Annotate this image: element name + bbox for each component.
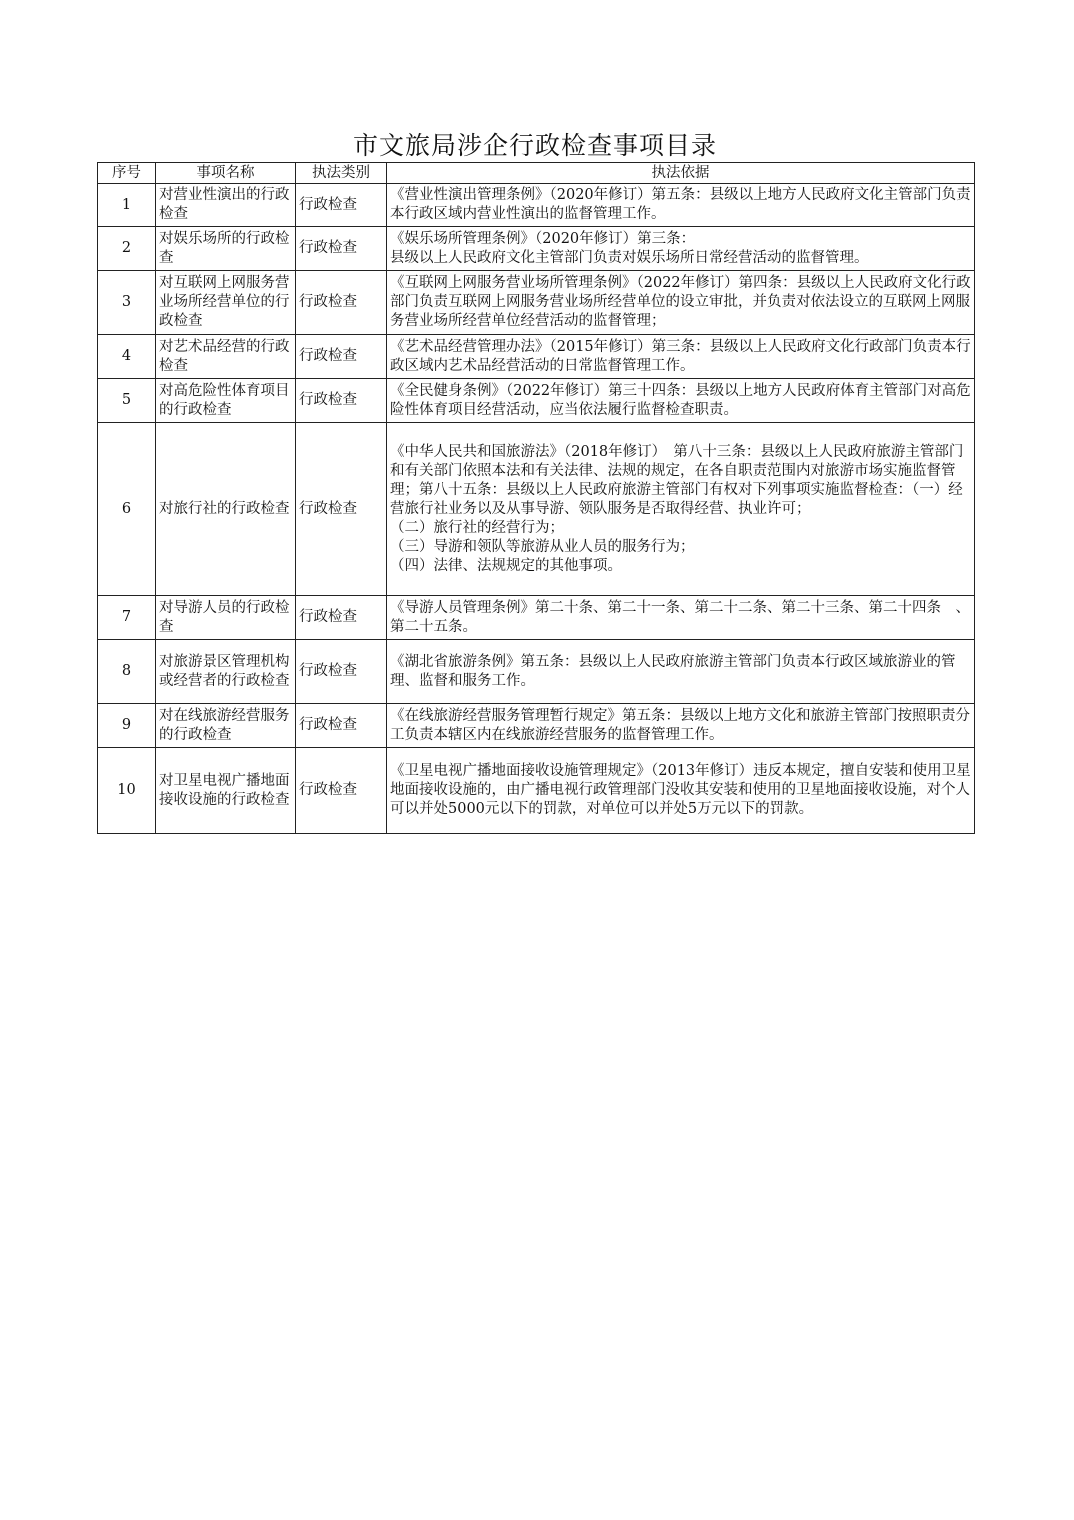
- table-row: [98, 596, 975, 640]
- row-legal-basis: 《全民健身条例》（2022年修订）第三十四条：县级以上地方人民政府体育主管部门对高危险性体育项目经营活动，应当依法履行监督检查职责。: [387, 379, 975, 423]
- row-enforcement-type: 行政检查: [296, 596, 387, 640]
- table-row: [98, 335, 975, 379]
- table-row: [98, 704, 975, 748]
- row-no: 4: [98, 335, 156, 379]
- row-enforcement-type: 行政检查: [296, 227, 387, 271]
- inspection-catalog-table: [97, 162, 975, 834]
- header-no: 序号: [98, 163, 156, 184]
- row-item-name: 对娱乐场所的行政检查: [156, 227, 296, 271]
- row-item-name: 对卫星电视广播地面接收设施的行政检查: [156, 748, 296, 834]
- row-legal-basis: 《中华人民共和国旅游法》（2018年修订） 第八十三条：县级以上人民政府旅游主管部门和有关部门依照本法和有关法律、法规的规定，在各自职责范围内对旅游市场实施监督管理；第八十五条：县级以上人民政府旅游主管部门有权对下列事项实施监督检查：（一）经营旅行社业务以及从事导游、领队服务是否取得经营、执业许可； （二）旅行社的经营行为； （三）导游和领队等旅游从业人员的服务行为； （四）法律、法规规定的其他事项。: [387, 423, 975, 596]
- table-row: [98, 748, 975, 834]
- row-legal-basis: 《在线旅游经营服务管理暂行规定》第五条：县级以上地方文化和旅游主管部门按照职责分工负责本辖区内在线旅游经营服务的监督管理工作。: [387, 704, 975, 748]
- row-enforcement-type: 行政检查: [296, 640, 387, 704]
- row-legal-basis: 《湖北省旅游条例》第五条：县级以上人民政府旅游主管部门负责本行政区域旅游业的管理、监督和服务工作。: [387, 640, 975, 704]
- row-item-name: 对艺术品经营的行政检查: [156, 335, 296, 379]
- row-no: 8: [98, 640, 156, 704]
- row-legal-basis: 《互联网上网服务营业场所管理条例》（2022年修订）第四条：县级以上人民政府文化行政部门负责互联网上网服务营业场所经营单位的设立审批，并负责对依法设立的互联网上网服务营业场所经营单位经营活动的监督管理；: [387, 271, 975, 335]
- row-legal-basis: 《营业性演出管理条例》（2020年修订）第五条：县级以上地方人民政府文化主管部门负责本行政区域内营业性演出的监督管理工作。: [387, 184, 975, 227]
- row-no: 5: [98, 379, 156, 423]
- row-no: 2: [98, 227, 156, 271]
- table-row: [98, 271, 975, 335]
- row-item-name: 对高危险性体育项目的行政检查: [156, 379, 296, 423]
- table-row: [98, 184, 975, 227]
- table-row: [98, 227, 975, 271]
- row-legal-basis: 《导游人员管理条例》第二十条、第二十一条、第二十二条、第二十三条、第二十四条 、第二十五条。: [387, 596, 975, 640]
- header-item-name: 事项名称: [156, 163, 296, 184]
- row-enforcement-type: 行政检查: [296, 271, 387, 335]
- row-item-name: 对导游人员的行政检查: [156, 596, 296, 640]
- row-item-name: 对互联网上网服务营业场所经营单位的行政检查: [156, 271, 296, 335]
- row-no: 1: [98, 184, 156, 227]
- row-item-name: 对营业性演出的行政检查: [156, 184, 296, 227]
- row-no: 10: [98, 748, 156, 834]
- row-legal-basis: 《艺术品经营管理办法》（2015年修订）第三条：县级以上人民政府文化行政部门负责本行政区域内艺术品经营活动的日常监督管理工作。: [387, 335, 975, 379]
- table-row: [98, 379, 975, 423]
- row-enforcement-type: 行政检查: [296, 184, 387, 227]
- row-enforcement-type: 行政检查: [296, 748, 387, 834]
- row-item-name: 对旅游景区管理机构或经营者的行政检查: [156, 640, 296, 704]
- row-enforcement-type: 行政检查: [296, 335, 387, 379]
- table-header-row: [98, 163, 975, 184]
- row-no: 6: [98, 423, 156, 596]
- row-no: 3: [98, 271, 156, 335]
- table-row: [98, 640, 975, 704]
- row-item-name: 对旅行社的行政检查: [156, 423, 296, 596]
- row-legal-basis: 《娱乐场所管理条例》（2020年修订）第三条： 县级以上人民政府文化主管部门负责对娱乐场所日常经营活动的监督管理。: [387, 227, 975, 271]
- row-no: 7: [98, 596, 156, 640]
- row-no: 9: [98, 704, 156, 748]
- header-legal-basis: 执法依据: [387, 163, 975, 184]
- page-title: 市文旅局涉企行政检查事项目录: [352, 131, 717, 160]
- row-enforcement-type: 行政检查: [296, 704, 387, 748]
- row-enforcement-type: 行政检查: [296, 379, 387, 423]
- row-item-name: 对在线旅游经营服务的行政检查: [156, 704, 296, 748]
- table-row: [98, 423, 975, 596]
- header-enforcement-type: 执法类别: [296, 163, 387, 184]
- row-legal-basis: 《卫星电视广播地面接收设施管理规定》（2013年修订）违反本规定，擅自安装和使用卫星地面接收设施的，由广播电视行政管理部门没收其安装和使用的卫星地面接收设施，对个人可以并处5000元以下的罚款，对单位可以并处5万元以下的罚款。: [387, 748, 975, 834]
- row-enforcement-type: 行政检查: [296, 423, 387, 596]
